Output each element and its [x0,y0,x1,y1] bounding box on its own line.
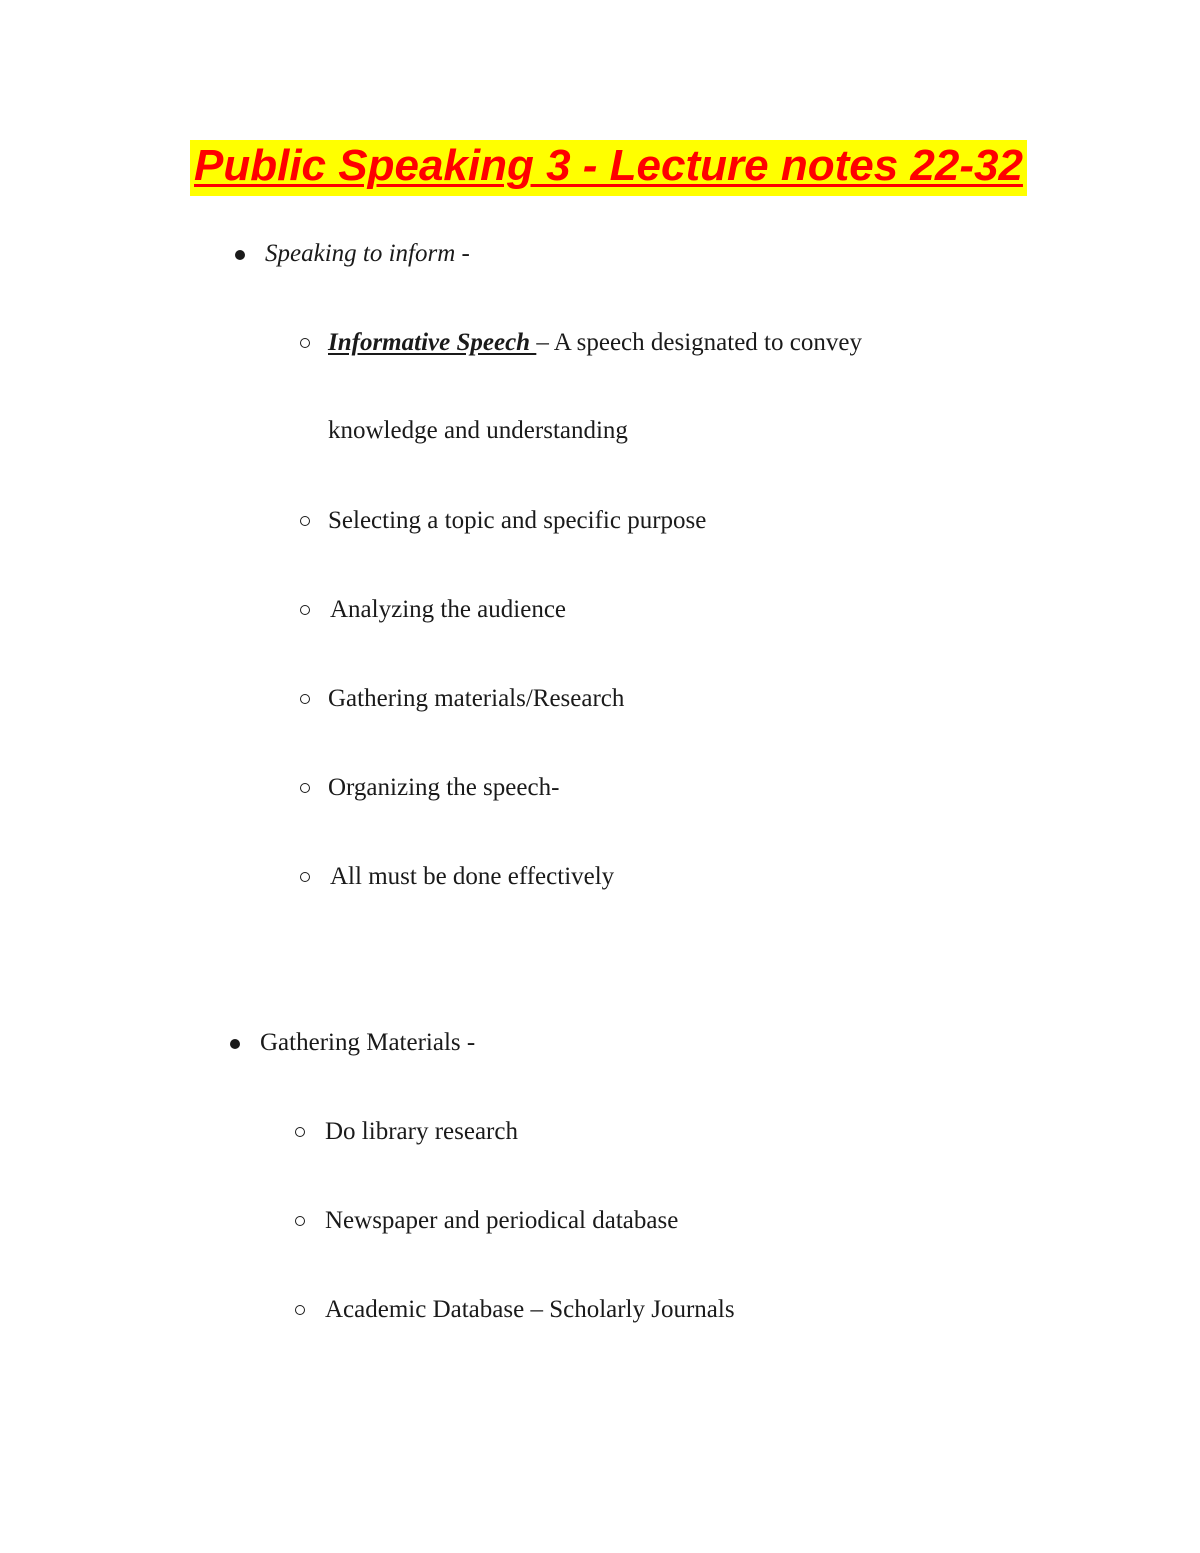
list-item-continuation: knowledge and understanding [328,417,628,444]
bullet-circle-icon [300,605,310,615]
bullet-disc-icon [230,1039,240,1049]
list-item: Selecting a topic and specific purpose [328,507,707,534]
bullet-circle-icon [300,783,310,793]
page-title: Public Speaking 3 - Lecture notes 22-32 [190,140,1027,196]
bullet-circle-icon [300,338,310,348]
section-heading-speaking-to-inform: Speaking to inform - [265,240,470,267]
bullet-circle-icon [295,1216,305,1226]
section-heading-gathering-materials: Gathering Materials - [260,1029,476,1056]
list-item: Analyzing the audience [330,596,567,623]
bullet-circle-icon [300,872,310,882]
term-informative-speech: Informative Speech [328,329,537,356]
list-item: Gathering materials/Research [328,685,625,712]
bullet-circle-icon [300,694,310,704]
list-item: Organizing the speech- [328,774,560,801]
bullet-circle-icon [300,516,310,526]
term-definition: – A speech designated to convey [536,329,862,356]
bullet-circle-icon [295,1127,305,1137]
list-item: Newspaper and periodical database [325,1207,679,1234]
bullet-circle-icon [295,1305,305,1315]
list-item: Do library research [325,1118,518,1145]
bullet-disc-icon [235,250,245,260]
list-item: All must be done effectively [330,863,615,890]
list-item-informative-speech [328,327,862,359]
list-item: Academic Database – Scholarly Journals [325,1296,735,1323]
